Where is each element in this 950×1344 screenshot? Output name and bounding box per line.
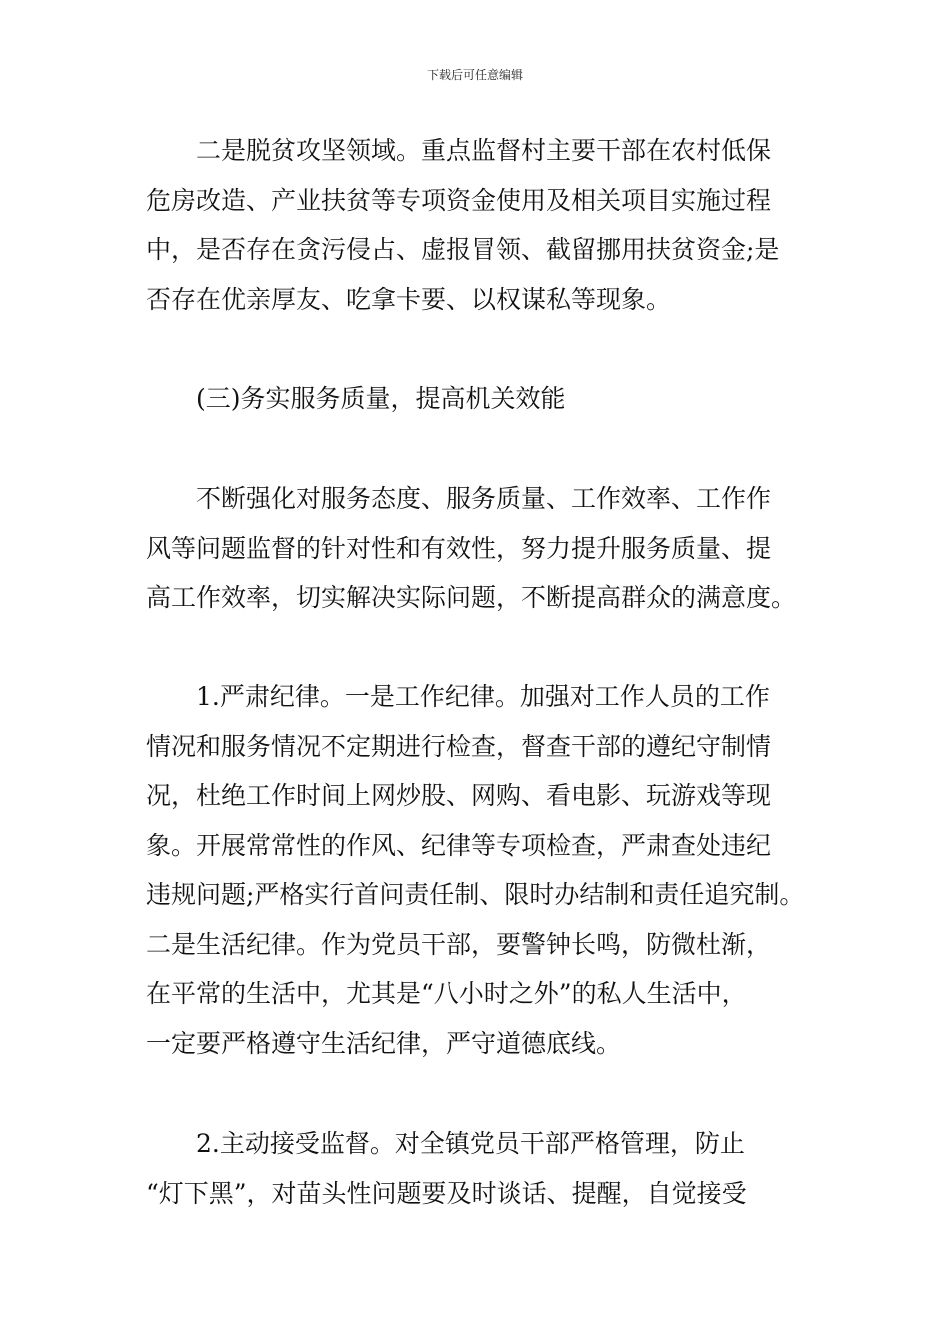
text-line: 高工作效率，切实解决实际问题，不断提高群众的满意度。 bbox=[146, 583, 797, 612]
text-line: 象。开展常常性的作风、纪律等专项检查，严肃查处违纪 bbox=[146, 830, 772, 860]
text-line: 一定要严格遵守生活纪律，严守道德底线。 bbox=[146, 1028, 622, 1058]
text-line: “灯下黑”，对苗头性问题要及时谈话、提醒，自觉接受 bbox=[146, 1178, 747, 1208]
text-line: 中，是否存在贪污侵占、虚报冒领、截留挪用扶贫资金;是 bbox=[146, 235, 780, 264]
text-line: 不断强化对服务态度、服务质量、工作效率、工作作 bbox=[196, 484, 772, 513]
paragraph-strict-discipline bbox=[146, 672, 826, 1068]
paragraph-accept-supervision bbox=[146, 1119, 826, 1218]
section-heading-3 bbox=[146, 374, 826, 424]
page-header-note: 下载后可任意编辑 bbox=[426, 68, 523, 82]
text-line: 违规问题;严格实行首问责任制、限时办结制和责任追究制。 bbox=[146, 880, 805, 909]
text-line: 在平常的生活中，尤其是“八小时之外”的私人生活中， bbox=[146, 979, 747, 1008]
text-line: 况，杜绝工作时间上网炒股、网购、看电影、玩游戏等现 bbox=[146, 781, 772, 810]
text-line: 情况和服务情况不定期进行检查，督查干部的遵纪守制情 bbox=[146, 731, 772, 761]
heading-line: (三)务实服务质量，提高机关效能 bbox=[196, 384, 566, 413]
text-line: 二是脱贫攻坚领域。重点监督村主要干部在农村低保 bbox=[196, 136, 772, 165]
text-line: 风等问题监督的针对性和有效性，努力提升服务质量、提 bbox=[146, 533, 772, 563]
text-line: 危房改造、产业扶贫等专项资金使用及相关项目实施过程 bbox=[146, 185, 772, 215]
paragraph-service-quality bbox=[146, 474, 826, 623]
text-line: 1.严肃纪律。一是工作纪律。加强对工作人员的工作 bbox=[196, 682, 770, 711]
paragraph-poverty-alleviation bbox=[146, 126, 826, 324]
text-line: 否存在优亲厚友、吃拿卡要、以权谋私等现象。 bbox=[146, 284, 672, 314]
text-line: 二是生活纪律。作为党员干部，要警钟长鸣，防微杜渐， bbox=[146, 929, 772, 959]
text-line: 2.主动接受监督。对全镇党员干部严格管理，防止 bbox=[196, 1129, 745, 1158]
